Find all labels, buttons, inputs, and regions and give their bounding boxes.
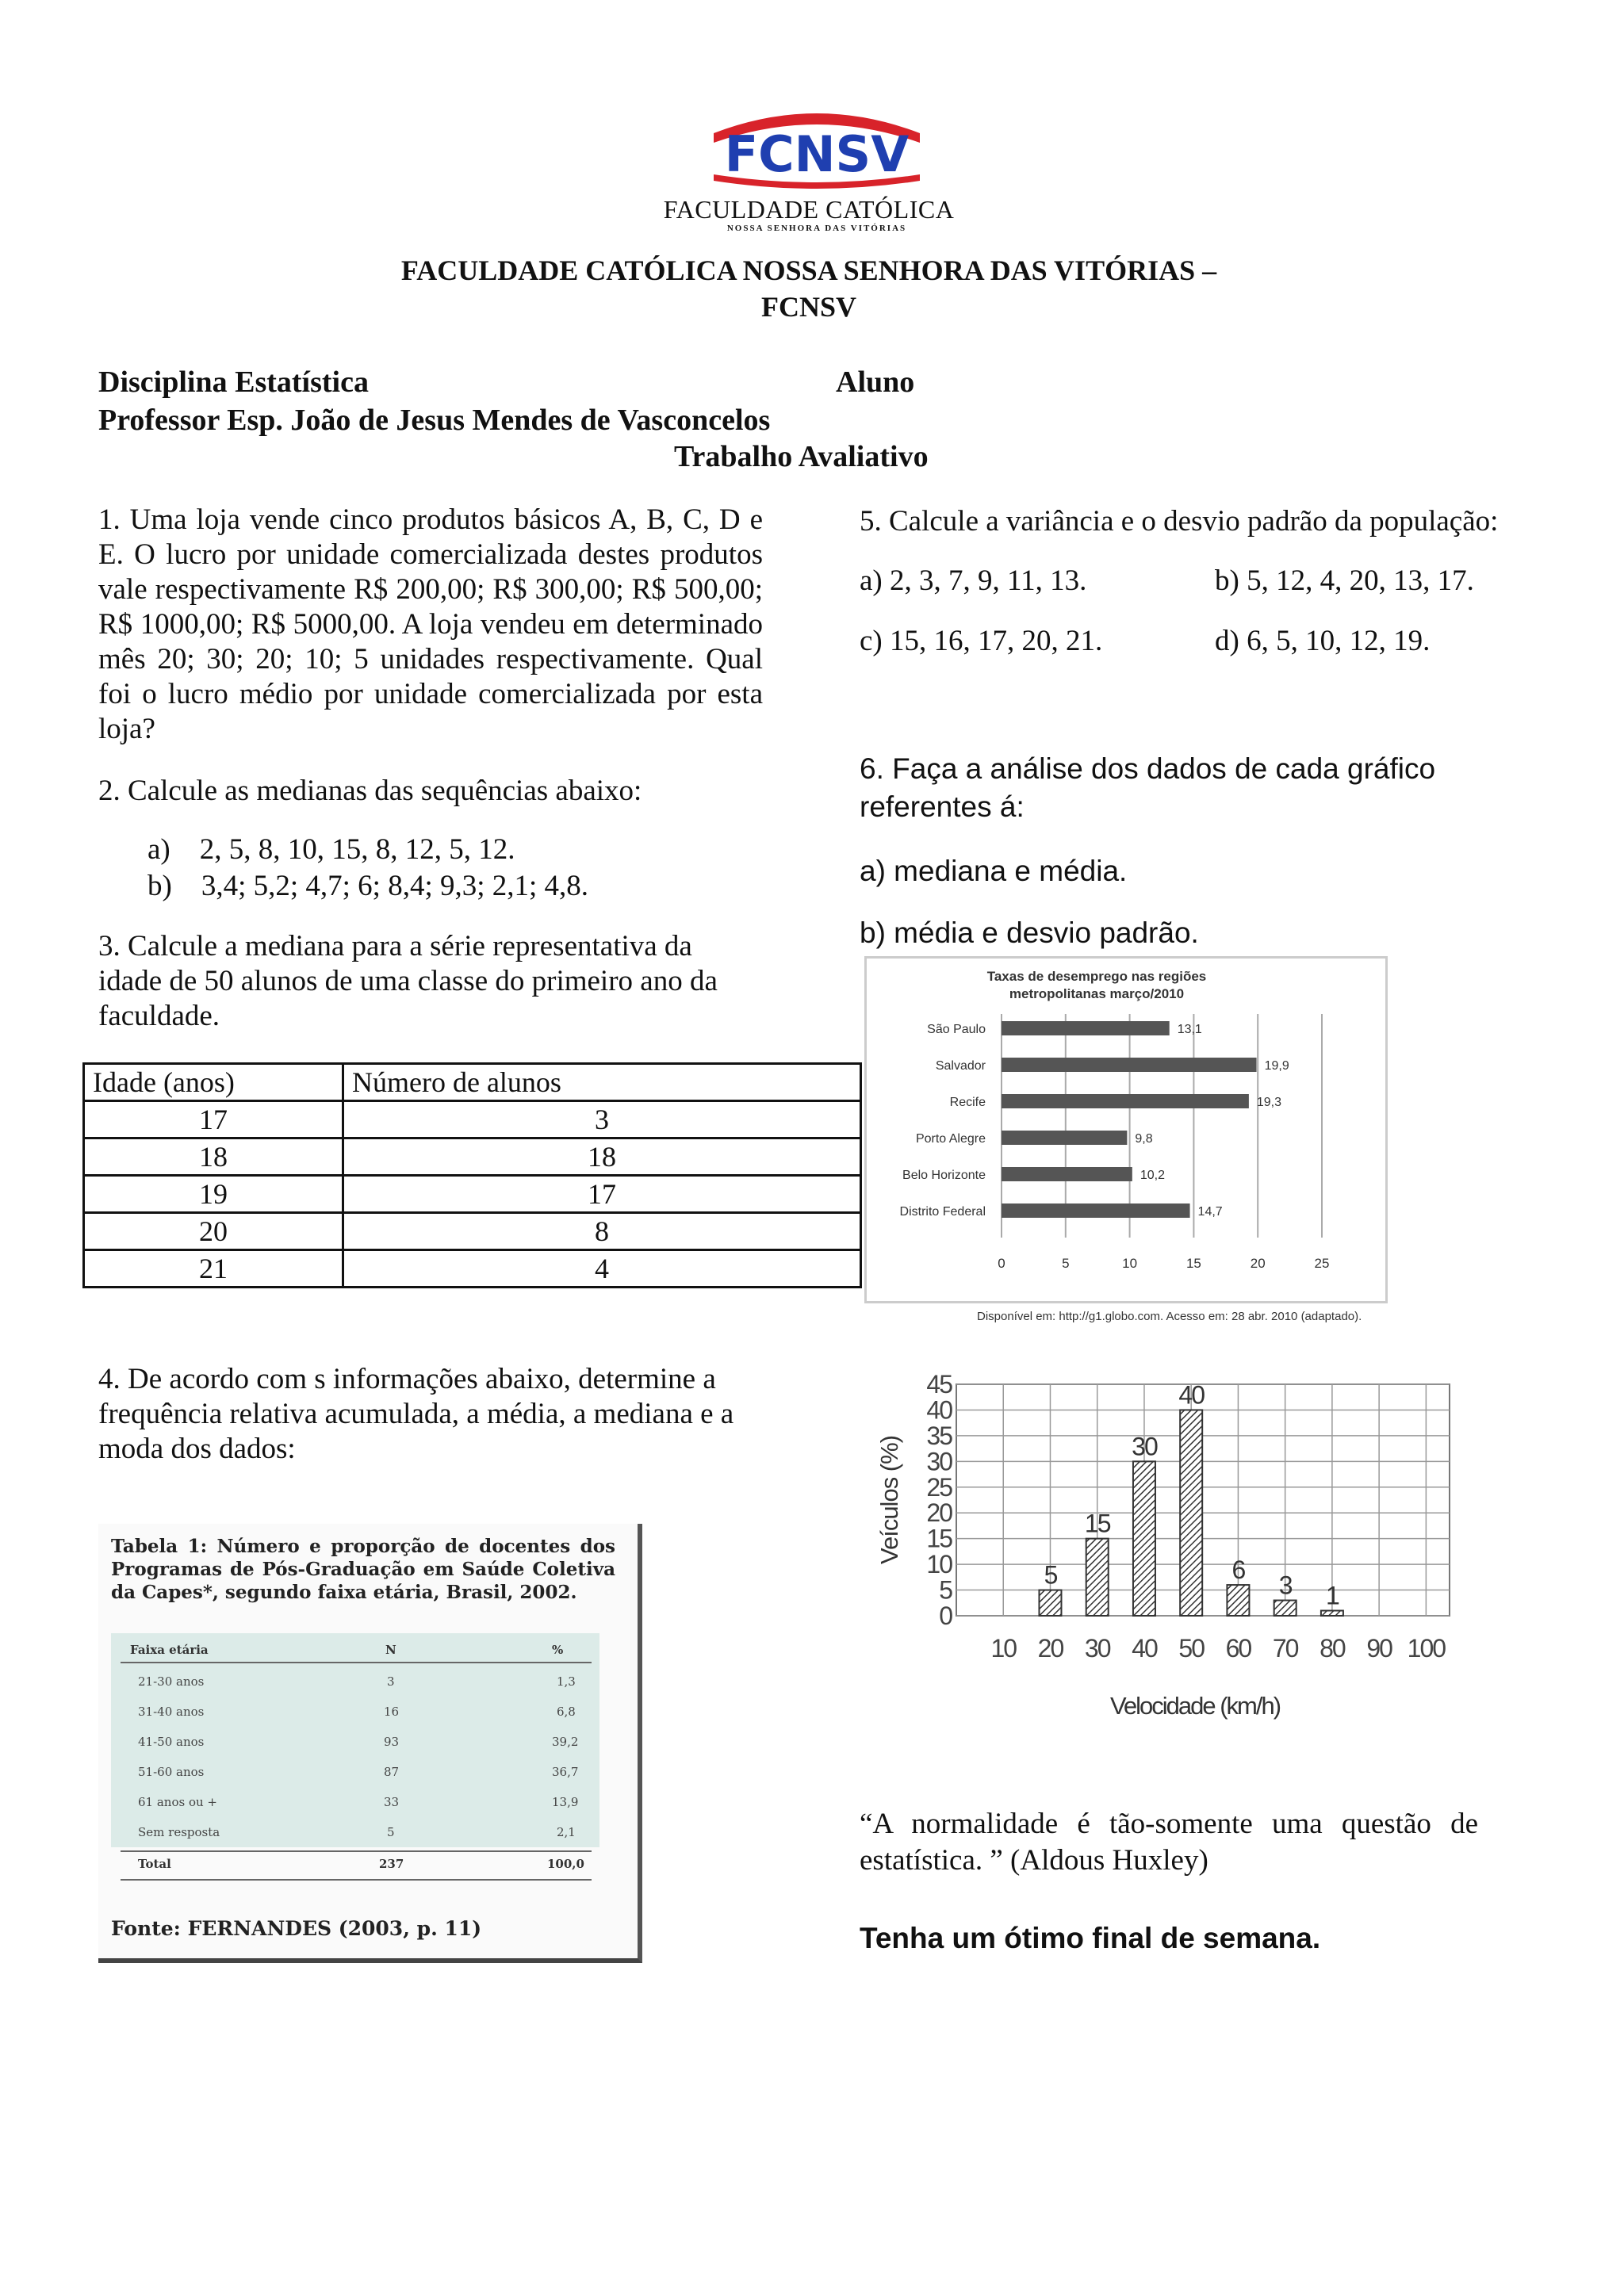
bar-value-label: 19,3 — [1256, 1096, 1282, 1109]
x-tick-label: 60 — [1225, 1634, 1251, 1663]
table-image-header-cell: N — [385, 1643, 396, 1657]
table-header-row — [84, 1064, 861, 1101]
x-tick-label: 25 — [1314, 1256, 1330, 1271]
fcnsv-logo — [698, 101, 936, 197]
y-axis-label: Veículos (%) — [875, 1435, 903, 1565]
table-image-cell: 93 — [384, 1735, 400, 1749]
table-header-cell: Número de alunos — [343, 1064, 861, 1101]
chart-title: metropolitanas março/2010 — [1009, 986, 1185, 1001]
speed-chart-svg — [875, 1368, 1462, 1733]
bar — [1321, 1611, 1343, 1616]
x-tick-label: 40 — [1132, 1634, 1157, 1663]
bar-value-label: 40 — [1178, 1380, 1204, 1410]
table-row — [84, 1101, 861, 1138]
logo-subtitle-small: NOSSA SENHORA DAS VITÓRIAS — [726, 224, 907, 233]
speed-chart — [875, 1368, 1462, 1733]
unemployment-chart — [864, 956, 1388, 1303]
table-image-cell: 36,7 — [552, 1765, 579, 1779]
question-5-text: 5. Calcule a variância e o desvio padrão da população: — [860, 505, 1499, 538]
question-5-item-d: d) 6, 5, 10, 12, 19. — [1215, 625, 1431, 657]
bar-value-label: 13,1 — [1177, 1023, 1202, 1036]
category-label: Porto Alegre — [915, 1132, 986, 1146]
question-6-item-b: b) média e desvio padrão. — [860, 916, 1199, 949]
table-cell: 3 — [343, 1101, 861, 1138]
table-image-cell: 51-60 anos — [138, 1765, 205, 1779]
table-cell: 20 — [84, 1213, 343, 1250]
x-tick-label: 5 — [1062, 1256, 1070, 1271]
table-cell: 8 — [343, 1213, 861, 1250]
category-label: Distrito Federal — [899, 1205, 986, 1219]
table-row — [84, 1176, 861, 1213]
x-axis-label: Velocidade (km/h) — [1109, 1692, 1281, 1720]
x-tick-label: 20 — [1037, 1634, 1063, 1663]
x-tick-label: 80 — [1320, 1634, 1345, 1663]
logo-subtitle: FACULDADE CATÓLICA — [663, 195, 955, 224]
question-5-item-c: c) 15, 16, 17, 20, 21. — [860, 625, 1103, 657]
table-image-cell: 61 anos ou + — [138, 1795, 217, 1809]
bar — [1039, 1590, 1061, 1616]
table-image-cell: 1,3 — [557, 1674, 576, 1689]
chart-title: Taxas de desemprego nas regiões — [986, 969, 1207, 984]
institution-line-2: FCNSV — [760, 291, 856, 323]
table-image-cell: 31-40 anos — [138, 1705, 205, 1719]
bar — [1227, 1585, 1249, 1616]
bar — [1002, 1021, 1170, 1035]
category-label: Belo Horizonte — [902, 1169, 986, 1182]
x-tick-label: 10 — [1122, 1256, 1138, 1271]
table-image-cell: 100,0 — [547, 1857, 584, 1871]
table-image-cell: 16 — [384, 1705, 400, 1719]
bar — [1086, 1539, 1109, 1616]
assignment-title: Trabalho Avaliativo — [674, 440, 929, 473]
x-tick-label: 50 — [1178, 1634, 1204, 1663]
y-tick-label: 5 — [939, 1575, 952, 1605]
y-tick-label: 20 — [926, 1498, 952, 1528]
bar — [1002, 1094, 1249, 1108]
table-image-cell: 2,1 — [557, 1825, 576, 1839]
table-image-cell: 5 — [387, 1825, 395, 1839]
bar — [1002, 1058, 1257, 1072]
x-tick-label: 20 — [1250, 1256, 1266, 1271]
y-tick-label: 30 — [926, 1447, 952, 1476]
category-label: Recife — [949, 1096, 986, 1109]
bar — [1002, 1167, 1132, 1181]
y-tick-label: 0 — [939, 1601, 952, 1630]
table-image-cell: 21-30 anos — [138, 1674, 205, 1689]
question-2-item-a: a) 2, 5, 8, 10, 15, 8, 12, 5, 12. — [147, 833, 515, 866]
y-tick-label: 35 — [926, 1421, 952, 1450]
table-image-cell: 13,9 — [552, 1795, 579, 1809]
bar-value-label: 1 — [1326, 1581, 1339, 1610]
institution-name — [333, 252, 1285, 325]
bar-value-label: 6 — [1231, 1556, 1245, 1585]
category-label: São Paulo — [927, 1023, 986, 1036]
question-2: 2. Calcule as medianas das sequências abaixo: — [98, 775, 642, 807]
student-label: Aluno — [836, 365, 915, 399]
closing-message: Tenha um ótimo final de semana. — [860, 1922, 1321, 1954]
institution-line-1: FACULDADE CATÓLICA NOSSA SENHORA DAS VITÓRIAS – — [400, 254, 1217, 286]
question-1: 1. Uma loja vende cinco produtos básicos A, B, C, D e E. O lucro por unidade comercializada destes produtos vale respectivamente R$ 200,00; R$ 300,00; R$ 500,00; R$ 1000,00; R$ 5000,00. A loja vendeu em determinado mês 20; 30; 20; 10; 5 unidades respectivamente. Qual foi o lucro médio por unidade comercializada por esta loja? — [98, 503, 763, 745]
question-6-item-a: a) mediana e média. — [860, 855, 1128, 887]
x-tick-label: 100 — [1407, 1634, 1446, 1663]
unemployment-chart-svg — [867, 959, 1385, 1301]
table-image-cell: 87 — [384, 1765, 400, 1779]
table-row — [84, 1213, 861, 1250]
question-5-item-a: a) 2, 3, 7, 9, 11, 13. — [860, 564, 1087, 597]
table-cell: 18 — [84, 1138, 343, 1176]
bar-value-label: 10,2 — [1139, 1169, 1165, 1182]
table-cell: 21 — [84, 1250, 343, 1288]
question-6: 6. Faça a análise dos dados de cada gráfico referentes á: — [860, 752, 1436, 823]
bar — [1133, 1461, 1155, 1616]
x-tick-label: 15 — [1185, 1256, 1201, 1271]
y-tick-label: 40 — [926, 1395, 952, 1425]
y-tick-label: 15 — [926, 1524, 952, 1553]
table-row — [84, 1250, 861, 1288]
table-row — [84, 1138, 861, 1176]
table-image-body — [111, 1633, 599, 1847]
table-image-cell: Sem resposta — [138, 1825, 220, 1839]
table-cell: 17 — [343, 1176, 861, 1213]
table-image-cell: Total — [138, 1857, 171, 1871]
table-image-cell: 237 — [379, 1857, 404, 1871]
y-tick-label: 25 — [926, 1472, 952, 1502]
bar-value-label: 5 — [1044, 1560, 1057, 1590]
table-cell: 19 — [84, 1176, 343, 1213]
table-header-cell: Idade (anos) — [84, 1064, 343, 1101]
category-label: Salvador — [935, 1059, 986, 1073]
table-cell: 18 — [343, 1138, 861, 1176]
table-cell: 17 — [84, 1101, 343, 1138]
table-image-header-cell: % — [552, 1643, 564, 1657]
bar — [1180, 1410, 1202, 1616]
question-5-item-b: b) 5, 12, 4, 20, 13, 17. — [1215, 564, 1474, 597]
bar-value-label: 15 — [1084, 1509, 1110, 1538]
y-tick-label: 10 — [926, 1550, 952, 1579]
table-image-cell: 41-50 anos — [138, 1735, 205, 1749]
table-cell: 4 — [343, 1250, 861, 1288]
table-image-source: Fonte: FERNANDES (2003, p. 11) — [111, 1917, 482, 1940]
logo-text: FCNSV — [724, 125, 910, 183]
table-image-title: Tabela 1: Número e proporção de docentes dos Programas de Pós-Graduação em Saúde Coletiva da Capes*, segundo faixa etária, Brasil, 2002. — [111, 1536, 615, 1603]
quote: “A normalidade é tão-somente uma questão de estatística. ” (Aldous Huxley) — [860, 1808, 1478, 1877]
table-image-cell: 39,2 — [552, 1735, 579, 1749]
bar — [1002, 1203, 1190, 1218]
bar-value-label: 3 — [1278, 1571, 1292, 1600]
professor-label: Professor Esp. João de Jesus Mendes de Vasconcelos — [98, 404, 771, 437]
question-2-item-b: b) 3,4; 5,2; 4,7; 6; 8,4; 9,3; 2,1; 4,8. — [147, 870, 589, 902]
x-tick-label: 70 — [1272, 1634, 1298, 1663]
bar-value-label: 30 — [1132, 1432, 1157, 1461]
y-tick-label: 45 — [926, 1370, 952, 1399]
x-tick-label: 90 — [1366, 1634, 1392, 1663]
x-tick-label: 30 — [1084, 1634, 1110, 1663]
bar-value-label: 14,7 — [1197, 1205, 1223, 1219]
question-5 — [860, 504, 1498, 687]
bar — [1274, 1601, 1297, 1616]
question-3: 3. Calcule a mediana para a série representativa da idade de 50 alunos de uma classe do primeiro ano da faculdade. — [98, 930, 718, 1032]
ages-table — [82, 1062, 862, 1288]
x-tick-label: 0 — [998, 1256, 1005, 1271]
x-tick-label: 10 — [990, 1634, 1017, 1663]
table-image-cell: 3 — [387, 1674, 395, 1689]
bar — [1002, 1131, 1127, 1145]
bar-value-label: 9,8 — [1135, 1132, 1153, 1146]
table-image-cell: 6,8 — [557, 1705, 576, 1719]
bar-value-label: 19,9 — [1264, 1059, 1289, 1073]
discipline-label: Disciplina Estatística — [98, 365, 369, 399]
table-image-cell: 33 — [384, 1795, 400, 1809]
chart-source: Disponível em: http://g1.globo.com. Acesso em: 28 abr. 2010 (adaptado). — [977, 1310, 1362, 1323]
docentes-table-image — [98, 1524, 642, 1963]
table-image-header-cell: Faixa etária — [130, 1643, 209, 1657]
question-4: 4. De acordo com s informações abaixo, determine a frequência relativa acumulada, a média, a mediana e a moda dos dados: — [98, 1363, 734, 1465]
